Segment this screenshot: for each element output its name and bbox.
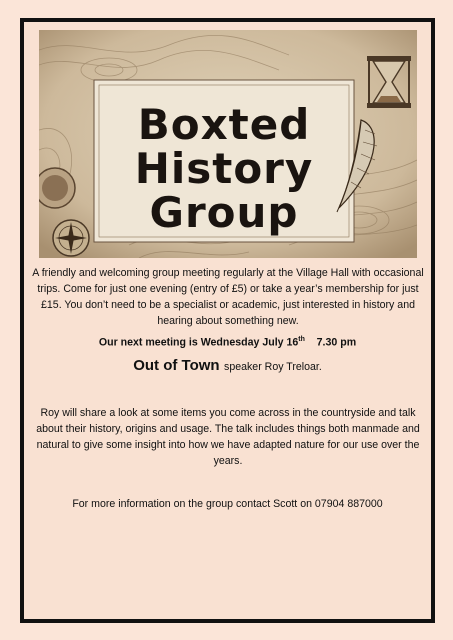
talk-description: Roy will share a look at some items you come across in the countryside and talk about their history, origins and usage. The talk includes things both manmade and natural to give some insight into how we have adapted nature for our use over the years. <box>36 407 420 467</box>
next-meeting-date: Our next meeting is Wednesday July 16 <box>98 336 299 349</box>
title-banner <box>39 30 417 258</box>
title-text-block <box>101 86 347 236</box>
title-line-2: History <box>134 144 314 193</box>
date-ordinal: th <box>298 336 305 343</box>
talk-line <box>24 357 431 375</box>
title-line-3: Group <box>149 188 299 237</box>
next-meeting-time: 7.30 pm <box>316 336 357 349</box>
title-line-1: Boxted <box>137 100 311 149</box>
talk-speaker: speaker Roy Treloar. <box>224 361 322 373</box>
intro-paragraph: A friendly and welcoming group meeting regularly at the Village Hall with occasional trips. Come for just one evening (entry of £5) or take a year’s membership for just £15. You don’t need to be a specialist or academic, just interested in history and hearing about something new. <box>32 267 424 327</box>
coffee-cup-icon <box>39 168 75 208</box>
next-meeting-line <box>24 336 431 349</box>
compass-icon <box>53 220 89 256</box>
contact-info: For more information on the group contact Scott on 07904 887000 <box>72 498 383 510</box>
talk-title: Out of Town <box>133 357 220 374</box>
poster-frame <box>20 18 435 623</box>
